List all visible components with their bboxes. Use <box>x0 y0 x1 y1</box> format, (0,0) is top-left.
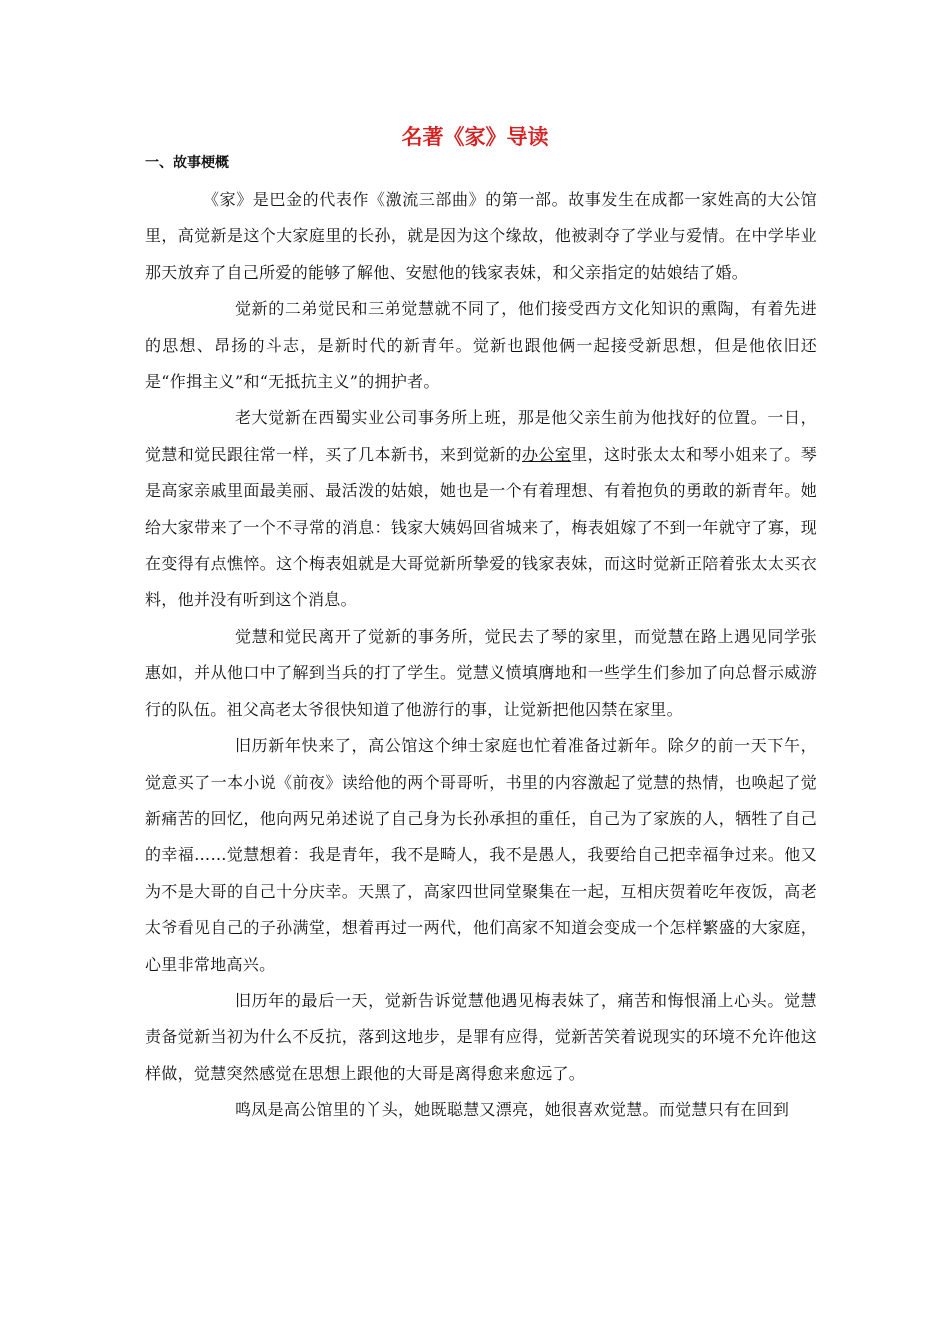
paragraph-text: 里，这时张太太和琴小姐来了。琴是高家亲戚里面最美丽、最活泼的姑娘，她也是一个有着理想、有着抱负的勇敢的新青年。她给大家带来了一个不寻常的消息：钱家大姨妈回省城来了，梅表姐嫁了不到一年就守了寡，现在变得有点憔悴。这个梅表姐就是大哥觉新所挚爱的钱家表妹，而这时觉新正陪着张太太买衣料，他并没有听到这个消息。 <box>145 444 817 610</box>
section-heading: 一、故事梗概 <box>145 155 229 171</box>
document-body <box>145 182 817 1129</box>
paragraph: 《家》是巴金的代表作《激流三部曲》的第一部。故事发生在成都一家姓高的大公馆里，高觉新是这个大家庭里的长孙，就是因为这个缘故，他被剥夺了学业与爱情。在中学毕业那天放弃了自己所爱的能够了解他、安慰他的钱家表妹，和父亲指定的姑娘结了婚。 <box>145 190 817 282</box>
document-title: 名著《家》导读 <box>401 125 549 149</box>
paragraph: 觉新的二弟觉民和三弟觉慧就不同了，他们接受西方文化知识的熏陶，有着先进的思想、昂扬的斗志，是新时代的新青年。觉新也跟他俩一起接受新思想，但是他依旧还是“作揖主义”和“无抵抗主义”的拥护者。 <box>145 299 817 392</box>
paragraph: 旧历新年快来了，高公馆这个绅士家庭也忙着准备过新年。除夕的前一天下午，觉意买了一本小说《前夜》读给他的两个哥哥听，书里的内容激起了觉慧的热情，也唤起了觉新痛苦的回忆，他向两兄弟述说了自己身为长孙承担的重任，自己为了家族的人，牺牲了自己的幸福……觉慧想着：我是青年，我不是畸人，我不是愚人，我要给自己把幸福争过来。他又为不是大哥的自己十分庆幸。天黑了，高家四世同堂聚集在一起，互相庆贺着吃年夜饭，高老太爷看见自己的子孙满堂，想着再过一两代，他们高家不知道会变成一个怎样繁盛的大家庭，心里非常地高兴。 <box>145 736 817 974</box>
paragraph: 鸣凤是高公馆里的丫头，她既聪慧又漂亮，她很喜欢觉慧。而觉慧只有在回到 <box>235 1100 790 1120</box>
underlined-link-text: 办公室 <box>522 444 572 464</box>
paragraph: 旧历年的最后一天，觉新告诉觉慧他遇见梅表妹了，痛苦和悔恨涌上心头。觉慧责备觉新当初为什么不反抗，落到这地步，是罪有应得，觉新苦笑着说现实的环境不允许他这样做，觉慧突然感觉在思想上跟他的大哥是离得愈来愈远了。 <box>145 990 817 1083</box>
paragraph: 觉慧和觉民离开了觉新的事务所，觉民去了琴的家里，而觉慧在路上遇见同学张惠如，并从他口中了解到当兵的打了学生。觉慧义愤填膺地和一些学生们参加了向总督示威游行的队伍。祖父高老太爷很快知道了他游行的事，让觉新把他囚禁在家里。 <box>145 626 817 719</box>
paragraph-text: 老大觉新在西蜀实业公司事务所上班，那是他父亲生前为他找好的位置。一日，觉慧和觉民跟往常一样，买了几本新书，来到觉新的 <box>145 408 817 464</box>
paragraph <box>145 400 817 618</box>
